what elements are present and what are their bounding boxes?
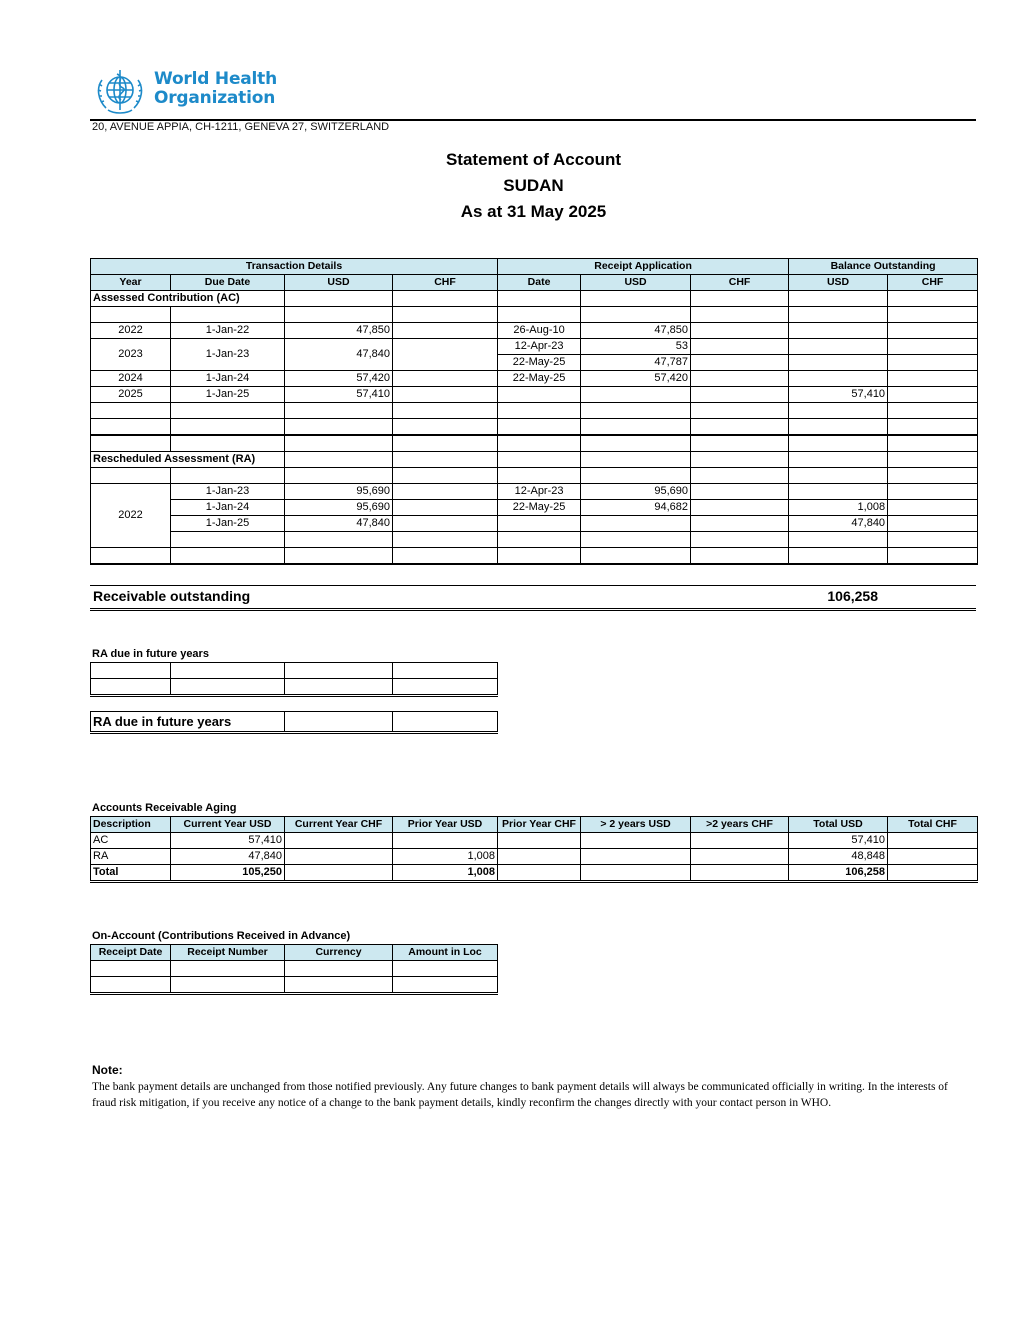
table-row — [91, 679, 498, 696]
document-title: Statement of Account — [445, 150, 622, 169]
col-due-date: Due Date — [171, 275, 285, 291]
col-balance-usd: USD — [789, 275, 888, 291]
table-row: 2024 1-Jan-24 57,420 22-May-25 57,420 — [91, 371, 978, 387]
group-header-balance: Balance Outstanding — [789, 259, 978, 275]
col-receipt-usd: USD — [581, 275, 691, 291]
table-row — [91, 419, 978, 436]
table-row: 2022 1-Jan-22 47,850 26-Aug-10 47,850 — [91, 323, 978, 339]
table-row: 1-Jan-24 95,690 22-May-25 94,682 1,008 — [91, 500, 978, 516]
table-row — [91, 435, 978, 452]
statement-table — [90, 258, 978, 565]
aging-title: Accounts Receivable Aging — [92, 802, 237, 814]
table-row — [91, 548, 978, 565]
col-usd: USD — [285, 275, 393, 291]
ac-section-row — [91, 291, 978, 307]
group-header-transaction: Transaction Details — [91, 259, 498, 275]
group-header-row — [91, 259, 978, 275]
col-receipt-chf: CHF — [691, 275, 789, 291]
ra-future-small-label: RA due in future years — [92, 648, 209, 660]
table-row: AC 57,410 57,410 — [91, 833, 978, 849]
table-row — [91, 403, 978, 419]
col-chf: CHF — [393, 275, 498, 291]
group-header-receipt: Receipt Application — [498, 259, 789, 275]
aging-table — [90, 816, 978, 883]
ac-section-label: Assessed Contribution (AC) — [91, 291, 285, 307]
col-year: Year — [91, 275, 171, 291]
receivable-label: Receivable outstanding — [93, 588, 251, 604]
ra-future-total-table — [90, 711, 498, 734]
who-emblem-icon — [90, 66, 152, 118]
table-row: 2023 1-Jan-23 47,840 12-Apr-23 53 — [91, 339, 978, 355]
table-row — [91, 961, 498, 977]
org-name-line1: World Health — [154, 69, 278, 89]
table-row — [91, 977, 498, 994]
aging-total-row: Total 105,250 1,008 106,258 — [91, 865, 978, 882]
table-row — [91, 468, 978, 484]
aging-header-row: Description Current Year USD Current Year CHF Prior Year USD Prior Year CHF > 2 years USD >2 years CHF Total USD Total CHF — [91, 817, 978, 833]
table-row: 2025 1-Jan-25 57,410 57,410 — [91, 387, 978, 403]
on-account-title: On-Account (Contributions Received in Advance) — [92, 930, 351, 942]
who-logo — [90, 66, 278, 118]
col-balance-chf: CHF — [888, 275, 978, 291]
ra-section-label: Rescheduled Assessment (RA) — [91, 452, 285, 468]
table-row: 22-May-25 47,787 — [91, 355, 978, 371]
on-account-table — [90, 944, 498, 995]
table-row — [91, 712, 498, 733]
ra-section-row — [91, 452, 978, 468]
note-body: The bank payment details are unchanged from those notified previously. Any future changes to bank payment details will always be communicated officially in writing. In the interests of fraud risk mitigation, if you receive any notice of a change to the bank payment details, kindly reconfirm the changes directly with your contact person in WHO. — [92, 1081, 948, 1109]
ra-future-table — [90, 662, 498, 697]
note-title: Note: — [92, 1063, 123, 1077]
country-name: SUDAN — [503, 176, 564, 195]
table-row: 2022 1-Jan-23 95,690 12-Apr-23 95,690 — [91, 484, 978, 500]
table-row: RA 47,840 1,008 48,848 — [91, 849, 978, 865]
table-row — [91, 307, 978, 323]
table-row: 1-Jan-25 47,840 47,840 — [91, 516, 978, 532]
table-row — [91, 532, 978, 548]
as-at-date: As at 31 May 2025 — [460, 202, 607, 221]
on-account-header-row: Receipt Date Receipt Number Currency Amount in Loc — [91, 945, 498, 961]
column-header-row — [91, 275, 978, 291]
col-receipt-date: Date — [498, 275, 581, 291]
table-row — [91, 663, 498, 679]
org-name — [154, 70, 277, 108]
org-address: 20, AVENUE APPIA, CH-1211, GENEVA 27, SWITZERLAND — [92, 121, 390, 133]
ra-future-big-label: RA due in future years — [91, 712, 285, 733]
receivable-value: 106,258 — [827, 588, 878, 604]
ra-year: 2022 — [91, 484, 171, 548]
org-name-line2: Organization — [154, 88, 276, 108]
